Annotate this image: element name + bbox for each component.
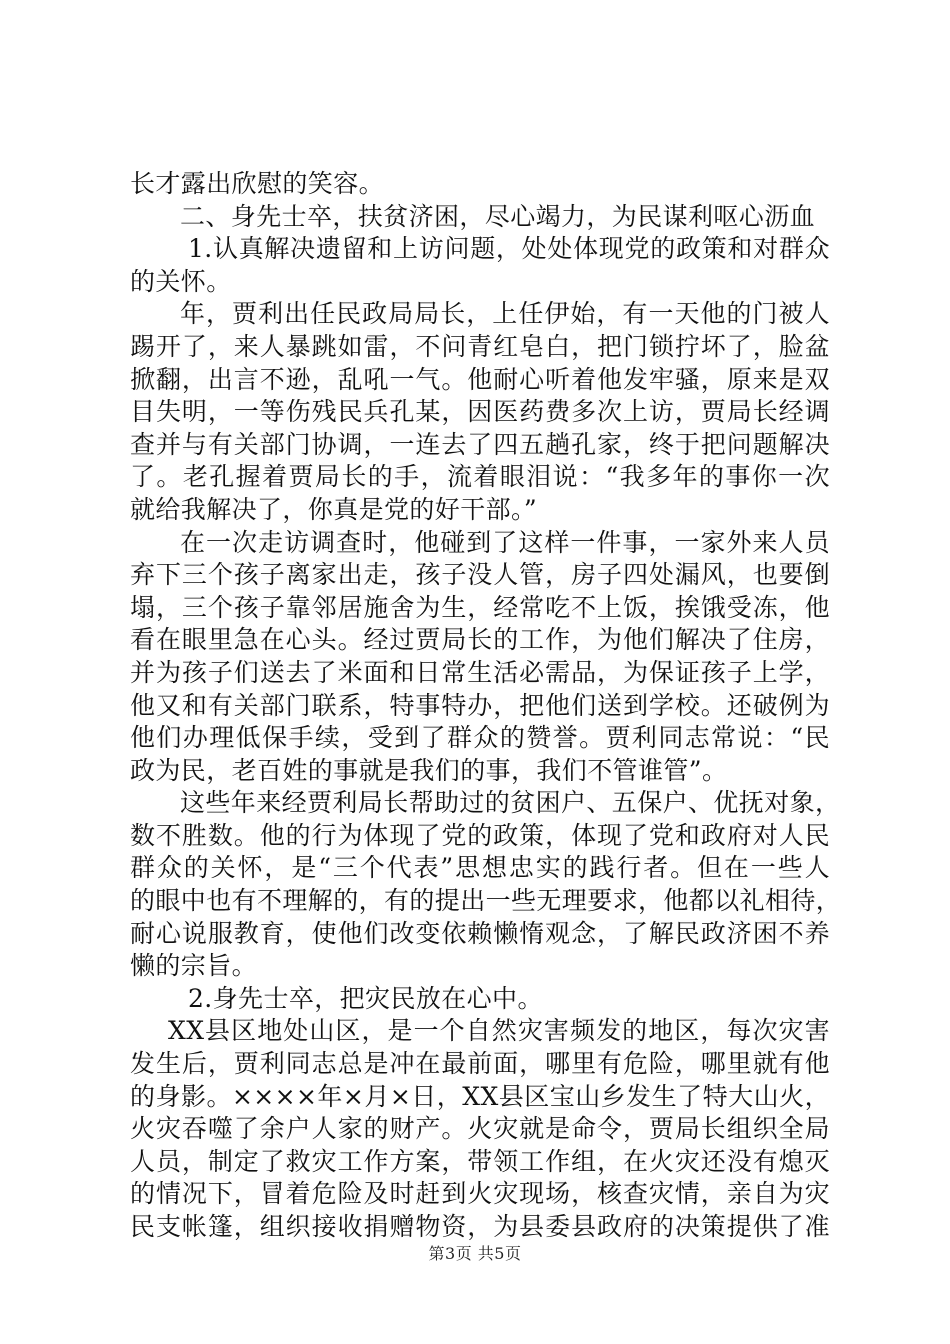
text-line: 在一次走访调查时，他碰到了这样一件事，一家外来人员 — [180, 527, 830, 557]
text-line: 的眼中也有不理解的，有的提出一些无理要求，他都以礼相待， — [130, 886, 842, 916]
text-line: 就给我解决了，你真是党的好干部。” — [130, 494, 538, 524]
text-line: 年，贾利出任民政局局长，上任伊始，有一天他的门被人 — [180, 299, 830, 329]
text-line: 查并与有关部门协调，一连去了四五趟孔家，终于把问题解决 — [130, 429, 830, 459]
text-line: 掀翻，出言不逊，乱吼一气。他耐心听着他发牢骚，原来是双 — [130, 364, 830, 394]
text-line: 人员，制定了救灾工作方案，带领工作组，在火灾还没有熄灭 — [130, 1146, 830, 1176]
text-line: 耐心说服教育，使他们改变依赖懒惰观念，了解民政济困不养 — [130, 918, 830, 948]
page-number-footer: 第3页 共5页 — [428, 1244, 522, 1263]
text-line: 并为孩子们送去了米面和日常生活必需品，为保证孩子上学， — [130, 657, 830, 687]
text-line: 这些年来经贾利局长帮助过的贫困户、五保户、优抚对象， — [180, 788, 841, 818]
text-line: 踢开了，来人暴跳如雷，不问青红皂白，把门锁拧坏了，脸盆 — [130, 331, 830, 361]
subsection-heading: 1.认真解决遗留和上访问题，处处体现党的政策和对群众 — [188, 234, 830, 264]
text-line: 长才露出欣慰的笑容。 — [130, 169, 385, 198]
text-line: 的身影。××××年×月×日，XX县区宝山乡发生了特大山火， — [130, 1081, 830, 1111]
text-line: 发生后，贾利同志总是冲在最前面，哪里有危险，哪里就有他 — [130, 1049, 830, 1079]
text-line: XX县区地处山区，是一个自然灾害频发的地区，每次灾害 — [168, 1016, 830, 1046]
document-body — [130, 168, 842, 1244]
text-line: 群众的关怀，是“三个代表”思想忠实的践行者。但在一些人 — [130, 853, 830, 883]
text-line: 数不胜数。他的行为体现了党的政策，体现了党和政府对人民 — [130, 820, 830, 850]
text-line: 懒的宗旨。 — [130, 951, 258, 981]
text-line: 了。老孔握着贾局长的手，流着眼泪说：“我多年的事你一次 — [130, 462, 830, 492]
text-line: 他们办理低保手续，受到了群众的赞誉。贾利同志常说：“民 — [130, 723, 830, 753]
text-line: 的情况下，冒着危险及时赶到火灾现场，核查灾情，亲自为灾 — [130, 1179, 830, 1209]
text-line: 的关怀。 — [130, 266, 232, 296]
text-line: 弃下三个孩子离家出走，孩子没人管，房子四处漏风，也要倒 — [130, 560, 830, 590]
text-line: 目失明，一等伤残民兵孔某，因医药费多次上访，贾局长经调 — [130, 397, 830, 427]
text-line: 他又和有关部门联系，特事特办，把他们送到学校。还破例为 — [130, 690, 830, 720]
text-line: 看在眼里急在心头。经过贾局长的工作，为他们解决了住房， — [130, 625, 830, 655]
text-line: 政为民，老百姓的事就是我们的事，我们不管谁管”。 — [130, 755, 728, 785]
text-line: 火灾吞噬了余户人家的财产。火灾就是命令，贾局长组织全局 — [130, 1114, 830, 1144]
text-line: 民支帐篷，组织接收捐赠物资，为县委县政府的决策提供了准 — [130, 1212, 830, 1241]
text-line: 塌，三个孩子靠邻居施舍为生，经常吃不上饭，挨饿受冻，他 — [130, 592, 830, 622]
section-heading: 二、身先士卒，扶贫济困，尽心竭力，为民谋利呕心沥血 — [180, 201, 816, 231]
subsection-heading: 2.身先士卒，把灾民放在心中。 — [188, 983, 543, 1013]
